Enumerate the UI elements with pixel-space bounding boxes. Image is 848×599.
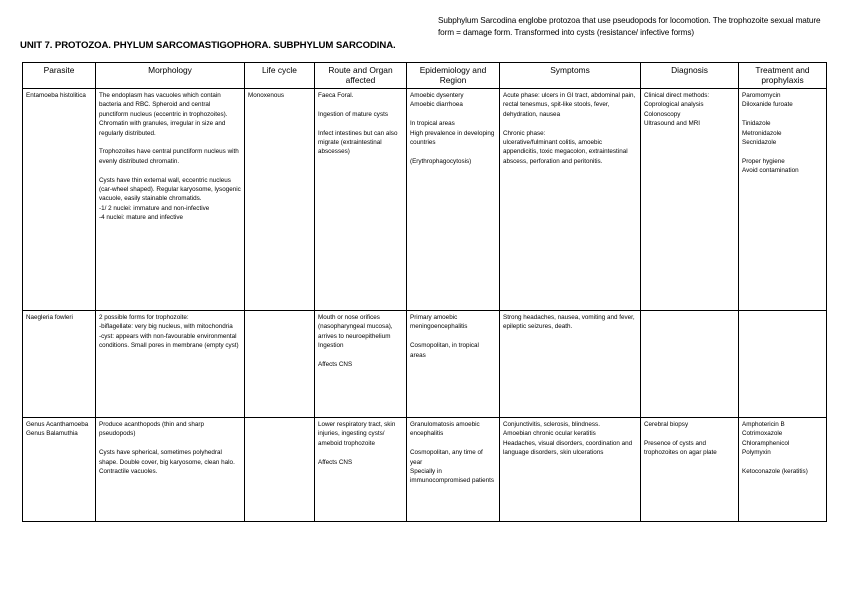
header-parasite: Parasite — [23, 63, 96, 89]
cell-life-cycle: Monoxenous — [245, 89, 315, 311]
header-life-cycle: Life cycle — [245, 63, 315, 89]
header-route: Route and Organ affected — [315, 63, 407, 89]
cell-morphology: Produce acanthopods (thin and sharp pseudopods) Cysts have spherical, sometimes polyhedral shape. Double cover, big karyosome, clean halo. Contractile vacuoles. — [96, 418, 245, 522]
cell-morphology: The endoplasm has vacuoles which contain bacteria and RBC. Spheroid and central punctiform nucleus (eccentric in trophozoites). Chromatin with granules, irregular in size and regularly distributed. Trophozoites have central punctiform nucleus with evenly distributed chromatin. Cysts have thin external wall, eccentric nucleus (car-wheel shaped). Regular karyosome, lysogenic vacuole, easily stainable chromatids. -1/ 2 nuclei: immature and non-infective -4 nuclei: mature and infective — [96, 89, 245, 311]
header-morphology: Morphology — [96, 63, 245, 89]
cell-symptoms: Acute phase: ulcers in GI tract, abdominal pain, rectal tenesmus, spit-like stools, fever, dehydration, nausea Chronic phase: ulcerative/fulminant colitis, amoebic appendicitis, toxic megacolon, extraintestinal abscess, perforation and peritonitis. — [500, 89, 641, 311]
header-treatment: Treatment and prophylaxis — [739, 63, 827, 89]
cell-symptoms: Strong headaches, nausea, vomiting and fever, epileptic seizures, death. — [500, 311, 641, 418]
cell-epidemiology: Amoebic dysentery Amoebic diarrhoea In tropical areas High prevalence in developing countries (Erythrophagocytosis) — [407, 89, 500, 311]
cell-treatment: Paromomycin Diloxanide furoate Tinidazole Metronidazole Secnidazole Proper hygiene Avoid contamination — [739, 89, 827, 311]
protozoa-table — [22, 62, 827, 522]
header-diagnosis: Diagnosis — [641, 63, 739, 89]
cell-life-cycle — [245, 311, 315, 418]
cell-route: Mouth or nose orifices (nasopharyngeal mucosa), arrives to neuroepithelium Ingestion Affects CNS — [315, 311, 407, 418]
cell-parasite: Genus Acanthamoeba Genus Balamuthia — [23, 418, 96, 522]
cell-symptoms: Conjunctivitis, sclerosis, blindness. Amoebian chronic ocular keratitis Headaches, visual disorders, coordination and language disorders, skin ulcerations — [500, 418, 641, 522]
cell-route: Lower respiratory tract, skin injuries, ingesting cysts/ ameboid trophozoite Affects CNS — [315, 418, 407, 522]
header-symptoms: Symptoms — [500, 63, 641, 89]
cell-diagnosis — [641, 311, 739, 418]
header-note: Subphylum Sarcodina englobe protozoa that use pseudopods for locomotion. The trophozoite sexual mature form = damage form. Transformed into cysts (resistance/ infective forms) — [438, 16, 821, 37]
table-header-row — [23, 63, 827, 89]
cell-parasite: Entamoeba histolitica — [23, 89, 96, 311]
cell-epidemiology: Granulomatosis amoebic encephalitis Cosmopolitan, any time of year Specially in immunocompromised patients — [407, 418, 500, 522]
table-row — [23, 418, 827, 522]
cell-diagnosis: Cerebral biopsy Presence of cysts and trophozoites on agar plate — [641, 418, 739, 522]
table-row — [23, 89, 827, 311]
cell-treatment — [739, 311, 827, 418]
cell-morphology: 2 possible forms for trophozoite: -biflagellate: very big nucleus, with mitochondria -cyst: appears with non-favourable environmental conditions. Small pores in membrane (empty cyst) — [96, 311, 245, 418]
cell-parasite: Naegleria fowleri — [23, 311, 96, 418]
cell-treatment: Amphotericin B Cotrimoxazole Chloramphenicol Polymyxin Ketoconazole (keratitis) — [739, 418, 827, 522]
header-epidemiology: Epidemiology and Region — [407, 63, 500, 89]
cell-diagnosis: Clinical direct methods: Coprological analysis Colonoscopy Ultrasound and MRI — [641, 89, 739, 311]
cell-route: Faeca Foral. Ingestion of mature cysts Infect intestines but can also migrate (extraintestinal abscesses) — [315, 89, 407, 311]
page-title: UNIT 7. PROTOZOA. PHYLUM SARCOMASTIGOPHORA. SUBPHYLUM SARCODINA. — [20, 40, 396, 51]
table-row — [23, 311, 827, 418]
cell-life-cycle — [245, 418, 315, 522]
cell-epidemiology: Primary amoebic meningoencephalitis Cosmopolitan, in tropical areas — [407, 311, 500, 418]
